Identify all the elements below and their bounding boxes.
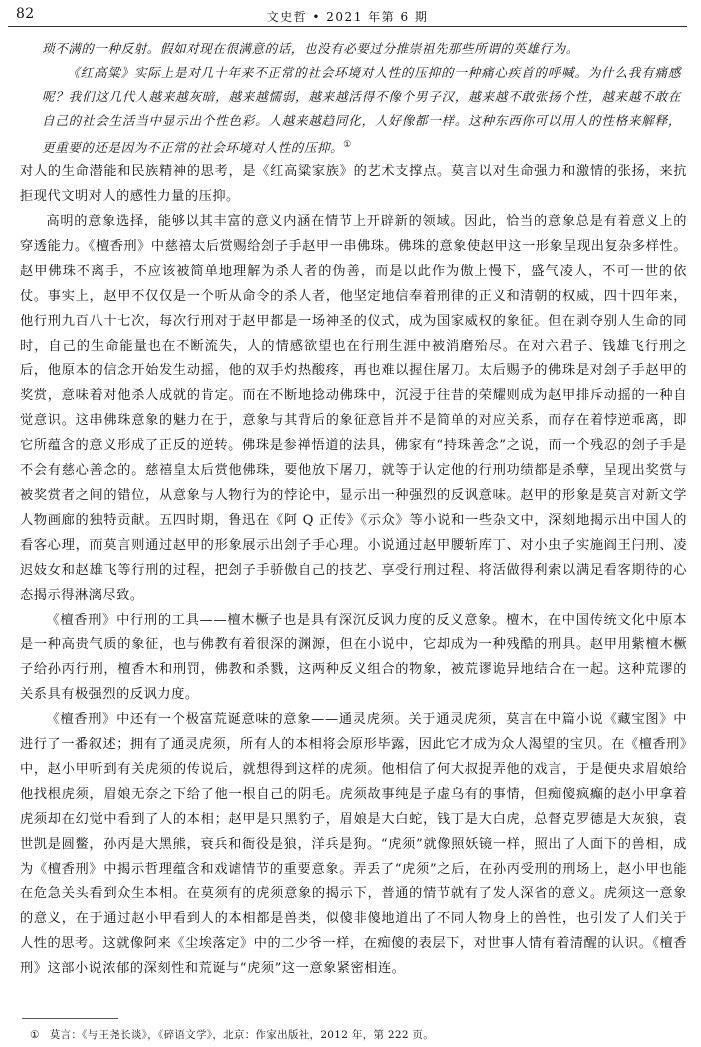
quote-paragraph-1: 琐不满的一种反射。假如对现在很满意的话，也没有必要过分推崇祖先那些所谓的英雄行为。 <box>42 41 579 56</box>
quote-paragraph-2-text: 《红高粱》实际上是对几十年来不正常的社会环境对人性的压抑的一种痛心疾首的呼喊。为什么我有痛感呢？我们这几代人越来越灰暗，越来越懦弱，越来越活得不像个男子汉，越来越不敢张扬个性，越来越不敢在自己的社会生活当中显示出个性色彩。人越来越趋同化，人好像都一样。这种东西你可以用人的性格来解释，更重要的还是因为不正常的社会环境对人性的压抑。 <box>42 65 681 156</box>
footnote-text: 莫言：《与王尧长谈》，《碎语文学》，北京：作家出版社，2012 年，第 222 页。 <box>49 1029 435 1041</box>
article-body <box>20 160 687 982</box>
quote-paragraph-2 <box>42 61 681 160</box>
footnote-marker: ① <box>30 1029 40 1041</box>
footnote-divider <box>22 1018 118 1019</box>
body-paragraph-1: 对人的生命潜能和民族精神的思考，是《红高粱家族》的艺术支撑点。莫言以对生命强力和激情的张扬，来抗拒现代文明对人的感性力量的压抑。 <box>20 164 687 205</box>
footnote <box>30 1027 434 1042</box>
footnote-reference-marker[interactable]: ① <box>343 140 352 150</box>
running-header <box>8 4 687 27</box>
body-paragraph-4: 《檀香刑》中还有一个极富荒诞意味的意象——通灵虎须。关于通灵虎须，莫言在中篇小说《藏宝图》中进行了一番叙述；拥有了通灵虎须，所有人的本相将会原形毕露，因此它才成为众人渴望的宝贝。在《檀香刑》中，赵小甲听到有关虎须的传说后，就想得到这样的虎须。他相信了何大叔捉弄他的戏言，于是便央求眉娘给他找根虎须，眉娘无奈之下给了他一根自己的阴毛。虎须故事纯是子虚乌有的事情，但痴傻疯癫的赵小甲拿着虎须却在幻觉中看到了人的本相；赵甲是只黑豹子，眉娘是大白蛇，钱丁是大白虎，总督克罗德是大灰狼，袁世凯是圆鳖，孙丙是大黑熊，衰兵和衙役是狼，洋兵是狗。“虎须”就像照妖镜一样，照出了人面下的兽相，成为《檀香刑》中揭示哲理蕴含和戏谑情节的重要意象。弄丢了“虎须”之后，在孙丙受刑的刑场上，赵小甲也能在危急关头看到众生本相。在莫须有的虎须意象的揭示下，普通的情节就有了发人深省的意义。虎须这一意象的意义，在于通过赵小甲看到人的本相都是兽类，似傻非傻地道出了不同人物身上的兽性，也引发了人们关于人性的思考。这就像阿来《尘埃落定》中的二少爷一样，在痴傻的表层下，对世事人情有着清醒的认识。《檀香刑》这部小说浓郁的深刻性和荒诞与“虎须”这一意象紧密相连。 <box>20 712 687 977</box>
journal-running-head: 文史哲 • 2021 年第 6 期 <box>266 10 429 24</box>
body-paragraph-3: 《檀香刑》中行刑的工具——檀木橛子也是具有深沉反讽力度的反义意象。檀木，在中国传统文化中原本是一种高贵气质的象征，也与佛教有着很深的渊源，但在小说中，它却成为一种残酷的刑具。赵甲用紫檀木橛子给孙丙行刑，檀香木和刑罚，佛教和杀戮，这两种反义组合的物象，被荒谬诡异地结合在一起。这种荒谬的关系具有极强烈的反讽力度。 <box>20 612 687 703</box>
block-quotation <box>42 37 681 160</box>
body-paragraph-2: 高明的意象选择，能够以其丰富的意义内涵在情节上开辟新的领域。因此，恰当的意象总是有着意义上的穿透能力。《檀香刑》中慈禧太后赏赐给刽子手赵甲一串佛珠。佛珠的意象使赵甲这一形象呈现出复杂多样性。赵甲佛珠不离手，不应该被简单地理解为杀人者的伪善，而是以此作为傲上慢下，盛气凌人，不可一世的依仗。事实上，赵甲不仅仅是一个听从命令的杀人者，他坚定地信奉着刑律的正义和清朝的权威，四十四年来，他行刑九百八十七次，每次行刑对于赵甲都是一场神圣的仪式，成为国家威权的象征。但在剥夺别人生命的同时，自己的生命能量也在不断流失，人的情感欲望也在行刑生涯中被消磨殆尽。在对六君子、钱雄飞行刑之后，他原本的信念开始发生动摇，他的双手灼热酸疼，再也难以握住屠刀。太后赐予的佛珠是对刽子手赵甲的奖赏，意味着对他杀人成就的肯定。而在不断地捻动佛珠中，沉浸于往昔的荣耀则成为赵甲排斥动摇的一种自觉意识。这串佛珠意象的魅力在于，意象与其背后的象征意旨并不是简单的对应关系，而存在着悖逆乖离，即它所蕴含的意义形成了正反的逆转。佛珠是参禅悟道的法具，佛家有“持珠善念”之说，而一个残忍的刽子手是不会有慈心善念的。慈禧皇太后赏他佛珠，要他放下屠刀，就等于认定他的行刑功绩都是杀孽，呈现出奖赏与被奖赏者之间的错位，从意象与人物行为的悖论中，显示出一种强烈的反讽意味。赵甲的形象是莫言对新文学人物画廊的独特贡献。五四时期，鲁迅在《阿 Q 正传》《示众》等小说和一些杂文中，深刻地揭示出中国人的看客心理，而莫言则通过赵甲的形象展示出刽子手心理。小说通过赵甲腰斩库丁、对小虫子实施阎王闩刑、凌迟妓女和赵雄飞等行刑的过程，把刽子手骄傲自己的技艺、享受行刑过程、将活做得利索以满足看客期待的心态揭示得淋漓尽致。 <box>20 214 687 603</box>
page-number: 82 <box>16 6 35 22</box>
